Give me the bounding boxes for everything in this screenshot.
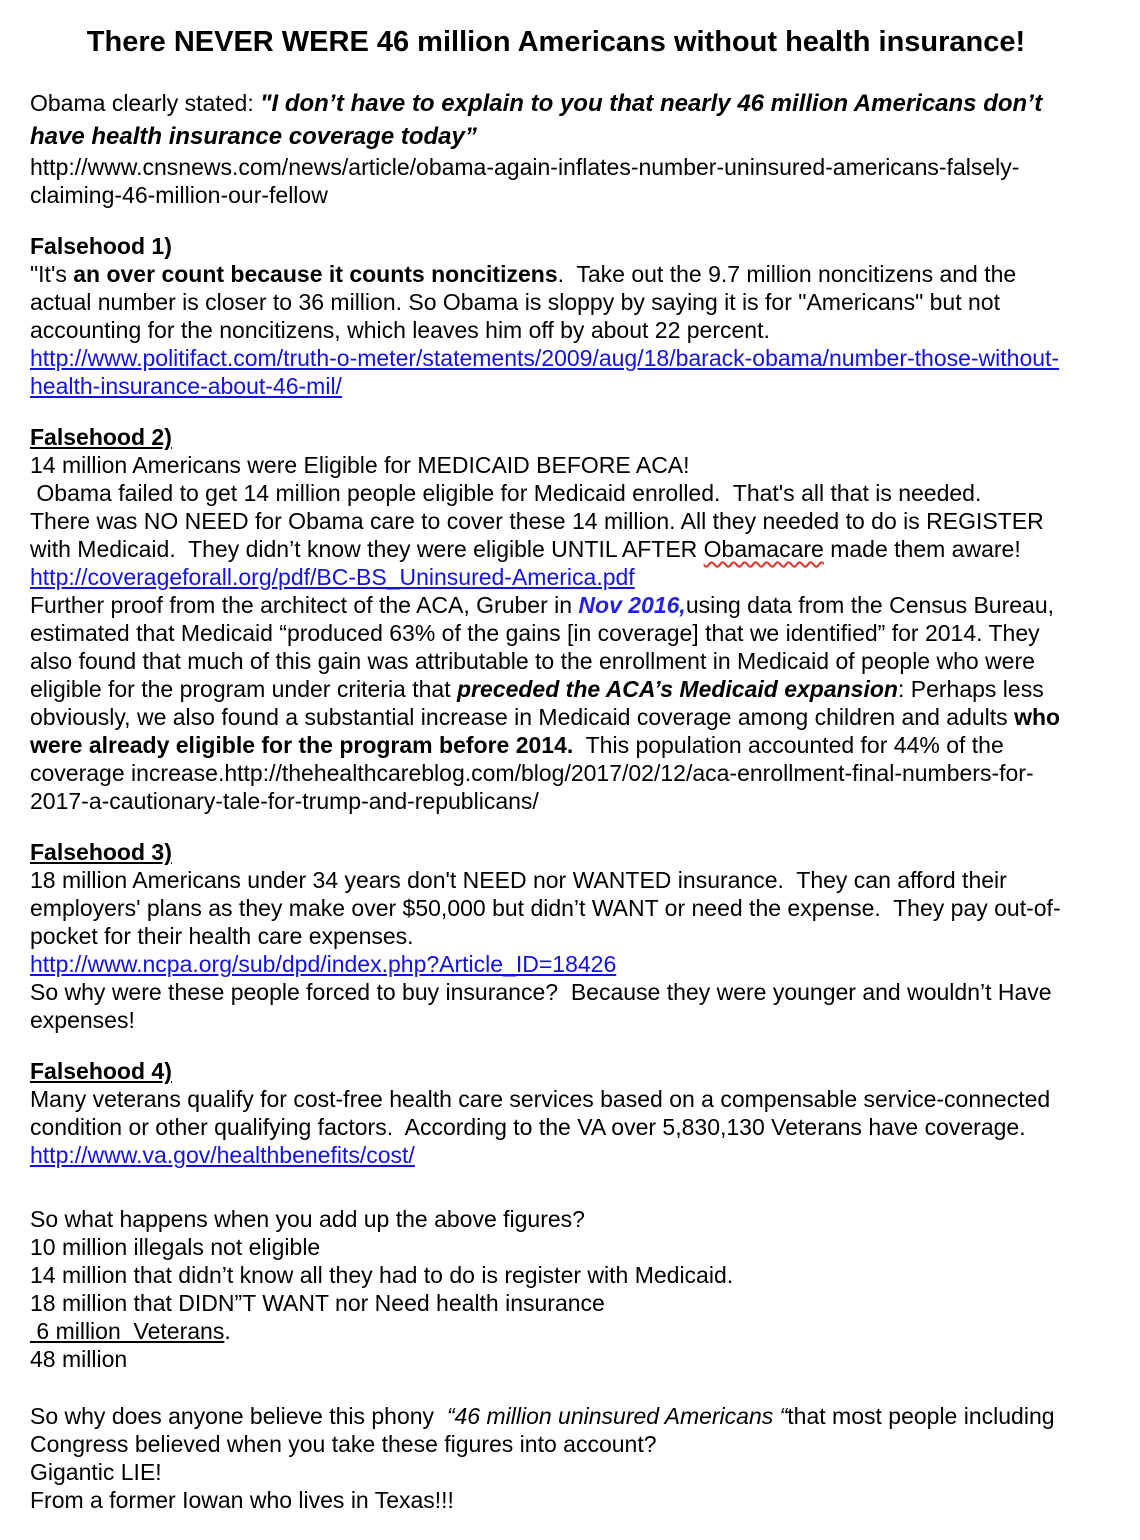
document-body: [30, 87, 1082, 1514]
falsehood-2-paragraph-gruber-text: Further proof from the architect of the ACA, Gruber in: [30, 592, 579, 618]
cnsnews-url-line-text: http://www.cnsnews.com/news/article/obama-again-inflates-number-uninsured-americans-falsely-claiming-46-million-our-fellow: [30, 154, 1020, 208]
falsehood-2-line-medicaid-text: 14 million Americans were Eligible for MEDICAID BEFORE ACA!: [30, 452, 690, 478]
falsehood-1-paragraph: [30, 260, 1082, 344]
falsehood-1-paragraph-text: . Take out the 9.7 million noncitizens and the actual number is closer to 36 million. So Obama is sloppy by saying it is for "Americans" but not accounting for the noncitizens, which leaves him off by about 22 percent.: [30, 261, 1023, 343]
summary-line-illegals-text: 10 million illegals not eligible: [30, 1234, 321, 1260]
va-link-line-link[interactable]: http://www.va.gov/healthbenefits/cost/: [30, 1142, 415, 1168]
falsehood-1-heading-text: Falsehood 1): [30, 233, 172, 259]
politifact-link-line: [30, 344, 1082, 400]
coverageforall-link-line: [30, 563, 1082, 591]
coverageforall-link-line-link[interactable]: http://coverageforall.org/pdf/BC-BS_Uninsured-America.pdf: [30, 564, 635, 590]
falsehood-2-paragraph-register-text: There was NO NEED for Obama care to cover these 14 million. All they needed to do is REGISTER with Medicaid. They didn’t know they were eligible UNTIL AFTER: [30, 508, 1051, 562]
ncpa-link-line: [30, 950, 1082, 978]
falsehood-2-line-enrolled-text: Obama failed to get 14 million people eligible for Medicaid enrolled. That's all that is needed.: [30, 480, 982, 506]
falsehood-2-line-medicaid: [30, 451, 1082, 479]
cnsnews-url-line: [30, 153, 1082, 209]
falsehood-2-heading-text: Falsehood 2): [30, 424, 172, 450]
falsehood-1-paragraph-text: "It's: [30, 261, 74, 287]
falsehood-2-paragraph-gruber-text: using data from the Census Bureau, estimated that Medicaid “produced 63% of the gains [in coverage] that we identified” for 2014. They also found that much of this gain was attributable to the enrollment in Medicaid of people who were eligible for the program under criteria that: [30, 592, 1061, 702]
summary-line-veterans-text: .: [224, 1318, 231, 1344]
falsehood-1-heading: [30, 232, 1082, 260]
falsehood-3-section: [30, 838, 1082, 1034]
intro-section: [30, 87, 1082, 209]
va-link-line: [30, 1141, 1082, 1169]
falsehood-3-paragraph: [30, 866, 1082, 950]
summary-line-didnt-want-text: 18 million that DIDN”T WANT nor Need health insurance: [30, 1290, 605, 1316]
conclusion-paragraph-text: that most people including Congress believed when you take these figures into account?: [30, 1403, 1061, 1457]
falsehood-2-paragraph-gruber-text: preceded the ACA’s Medicaid expansion: [457, 676, 898, 702]
summary-section: [30, 1205, 1082, 1373]
summary-question-line: [30, 1205, 1082, 1233]
falsehood-4-paragraph: [30, 1085, 1082, 1141]
falsehood-2-heading: [30, 423, 1082, 451]
obama-quote-paragraph-text: Obama clearly stated:: [30, 90, 261, 116]
falsehood-2-paragraph-gruber: [30, 591, 1082, 815]
conclusion-line-lie-text: Gigantic LIE!: [30, 1459, 162, 1485]
falsehood-2-line-enrolled: [30, 479, 1082, 507]
summary-line-medicaid: [30, 1261, 1082, 1289]
falsehood-3-paragraph-text: 18 million Americans under 34 years don't NEED nor WANTED insurance. They can afford their employers' plans as they make over $50,000 but didn’t WANT or need the expense. They pay out-of-pocket for their health care expenses.: [30, 867, 1061, 949]
politifact-link-line-link[interactable]: http://www.politifact.com/truth-o-meter/statements/2009/aug/18/barack-obama/number-those-without-health-insurance-about-46-mil/: [30, 345, 1060, 399]
falsehood-3-paragraph-why: [30, 978, 1082, 1034]
obama-quote-paragraph-text: "I don’t have to explain to you that nearly 46 million Americans don’t have health insurance coverage today”: [30, 90, 1049, 150]
page-title: There NEVER WERE 46 million Americans without health insurance!: [86, 26, 1026, 58]
falsehood-2-paragraph-register-text: made them aware!: [823, 536, 1021, 562]
summary-line-medicaid-text: 14 million that didn’t know all they had to do is register with Medicaid.: [30, 1262, 734, 1288]
falsehood-2-paragraph-gruber-text: who were already eligible for the program before 2014.: [30, 704, 1067, 758]
conclusion-paragraph-text: “46 million uninsured Americans “: [446, 1403, 788, 1429]
conclusion-line-lie: [30, 1458, 1082, 1486]
summary-line-total-text: 48 million: [30, 1346, 128, 1372]
conclusion-section: [30, 1402, 1082, 1514]
falsehood-3-heading-text: Falsehood 3): [30, 839, 172, 865]
conclusion-line-signoff: [30, 1486, 1082, 1514]
conclusion-paragraph-text: So why does anyone believe this phony: [30, 1403, 447, 1429]
summary-line-total: [30, 1345, 1082, 1373]
ncpa-link-line-link[interactable]: http://www.ncpa.org/sub/dpd/index.php?Article_ID=18426: [30, 951, 617, 977]
falsehood-1-paragraph-text: an over count because it counts noncitizens: [73, 261, 558, 287]
summary-line-didnt-want: [30, 1289, 1082, 1317]
falsehood-4-paragraph-text: Many veterans qualify for cost-free health care services based on a compensable service-connected condition or other qualifying factors. According to the VA over 5,830,130 Veterans have coverage.: [30, 1086, 1057, 1140]
falsehood-2-paragraph-gruber-text: This population accounted for 44% of the coverage increase.http://thehealthcareblog.com/blog/2017/02/12/aca-enrollment-final-numbers-for-2017-a-cautionary-tale-for-trump-and-republicans/: [30, 732, 1034, 814]
summary-line-veterans-text: 6 million Veterans: [30, 1318, 225, 1344]
falsehood-1-section: [30, 232, 1082, 400]
falsehood-2-paragraph-register: [30, 507, 1082, 563]
obamacare-misspelling: Obamacare: [703, 536, 824, 562]
nov-2016-highlight: Nov 2016,: [578, 592, 686, 618]
falsehood-4-section: [30, 1057, 1082, 1169]
conclusion-paragraph: [30, 1402, 1082, 1458]
falsehood-2-paragraph-gruber-text: : Perhaps less obviously, we also found a substantial increase in Medicaid coverage among children and adults: [30, 676, 1051, 730]
summary-line-veterans: [30, 1317, 1082, 1345]
falsehood-2-section: [30, 423, 1082, 815]
obama-quote-paragraph: [30, 87, 1082, 153]
falsehood-4-heading: [30, 1057, 1082, 1085]
falsehood-3-heading: [30, 838, 1082, 866]
falsehood-3-paragraph-why-text: So why were these people forced to buy insurance? Because they were younger and wouldn’t Have expenses!: [30, 979, 1058, 1033]
summary-question-line-text: So what happens when you add up the above figures?: [30, 1206, 585, 1232]
summary-line-illegals: [30, 1233, 1082, 1261]
falsehood-4-heading-text: Falsehood 4): [30, 1058, 172, 1084]
conclusion-line-signoff-text: From a former Iowan who lives in Texas!!!: [30, 1487, 454, 1513]
